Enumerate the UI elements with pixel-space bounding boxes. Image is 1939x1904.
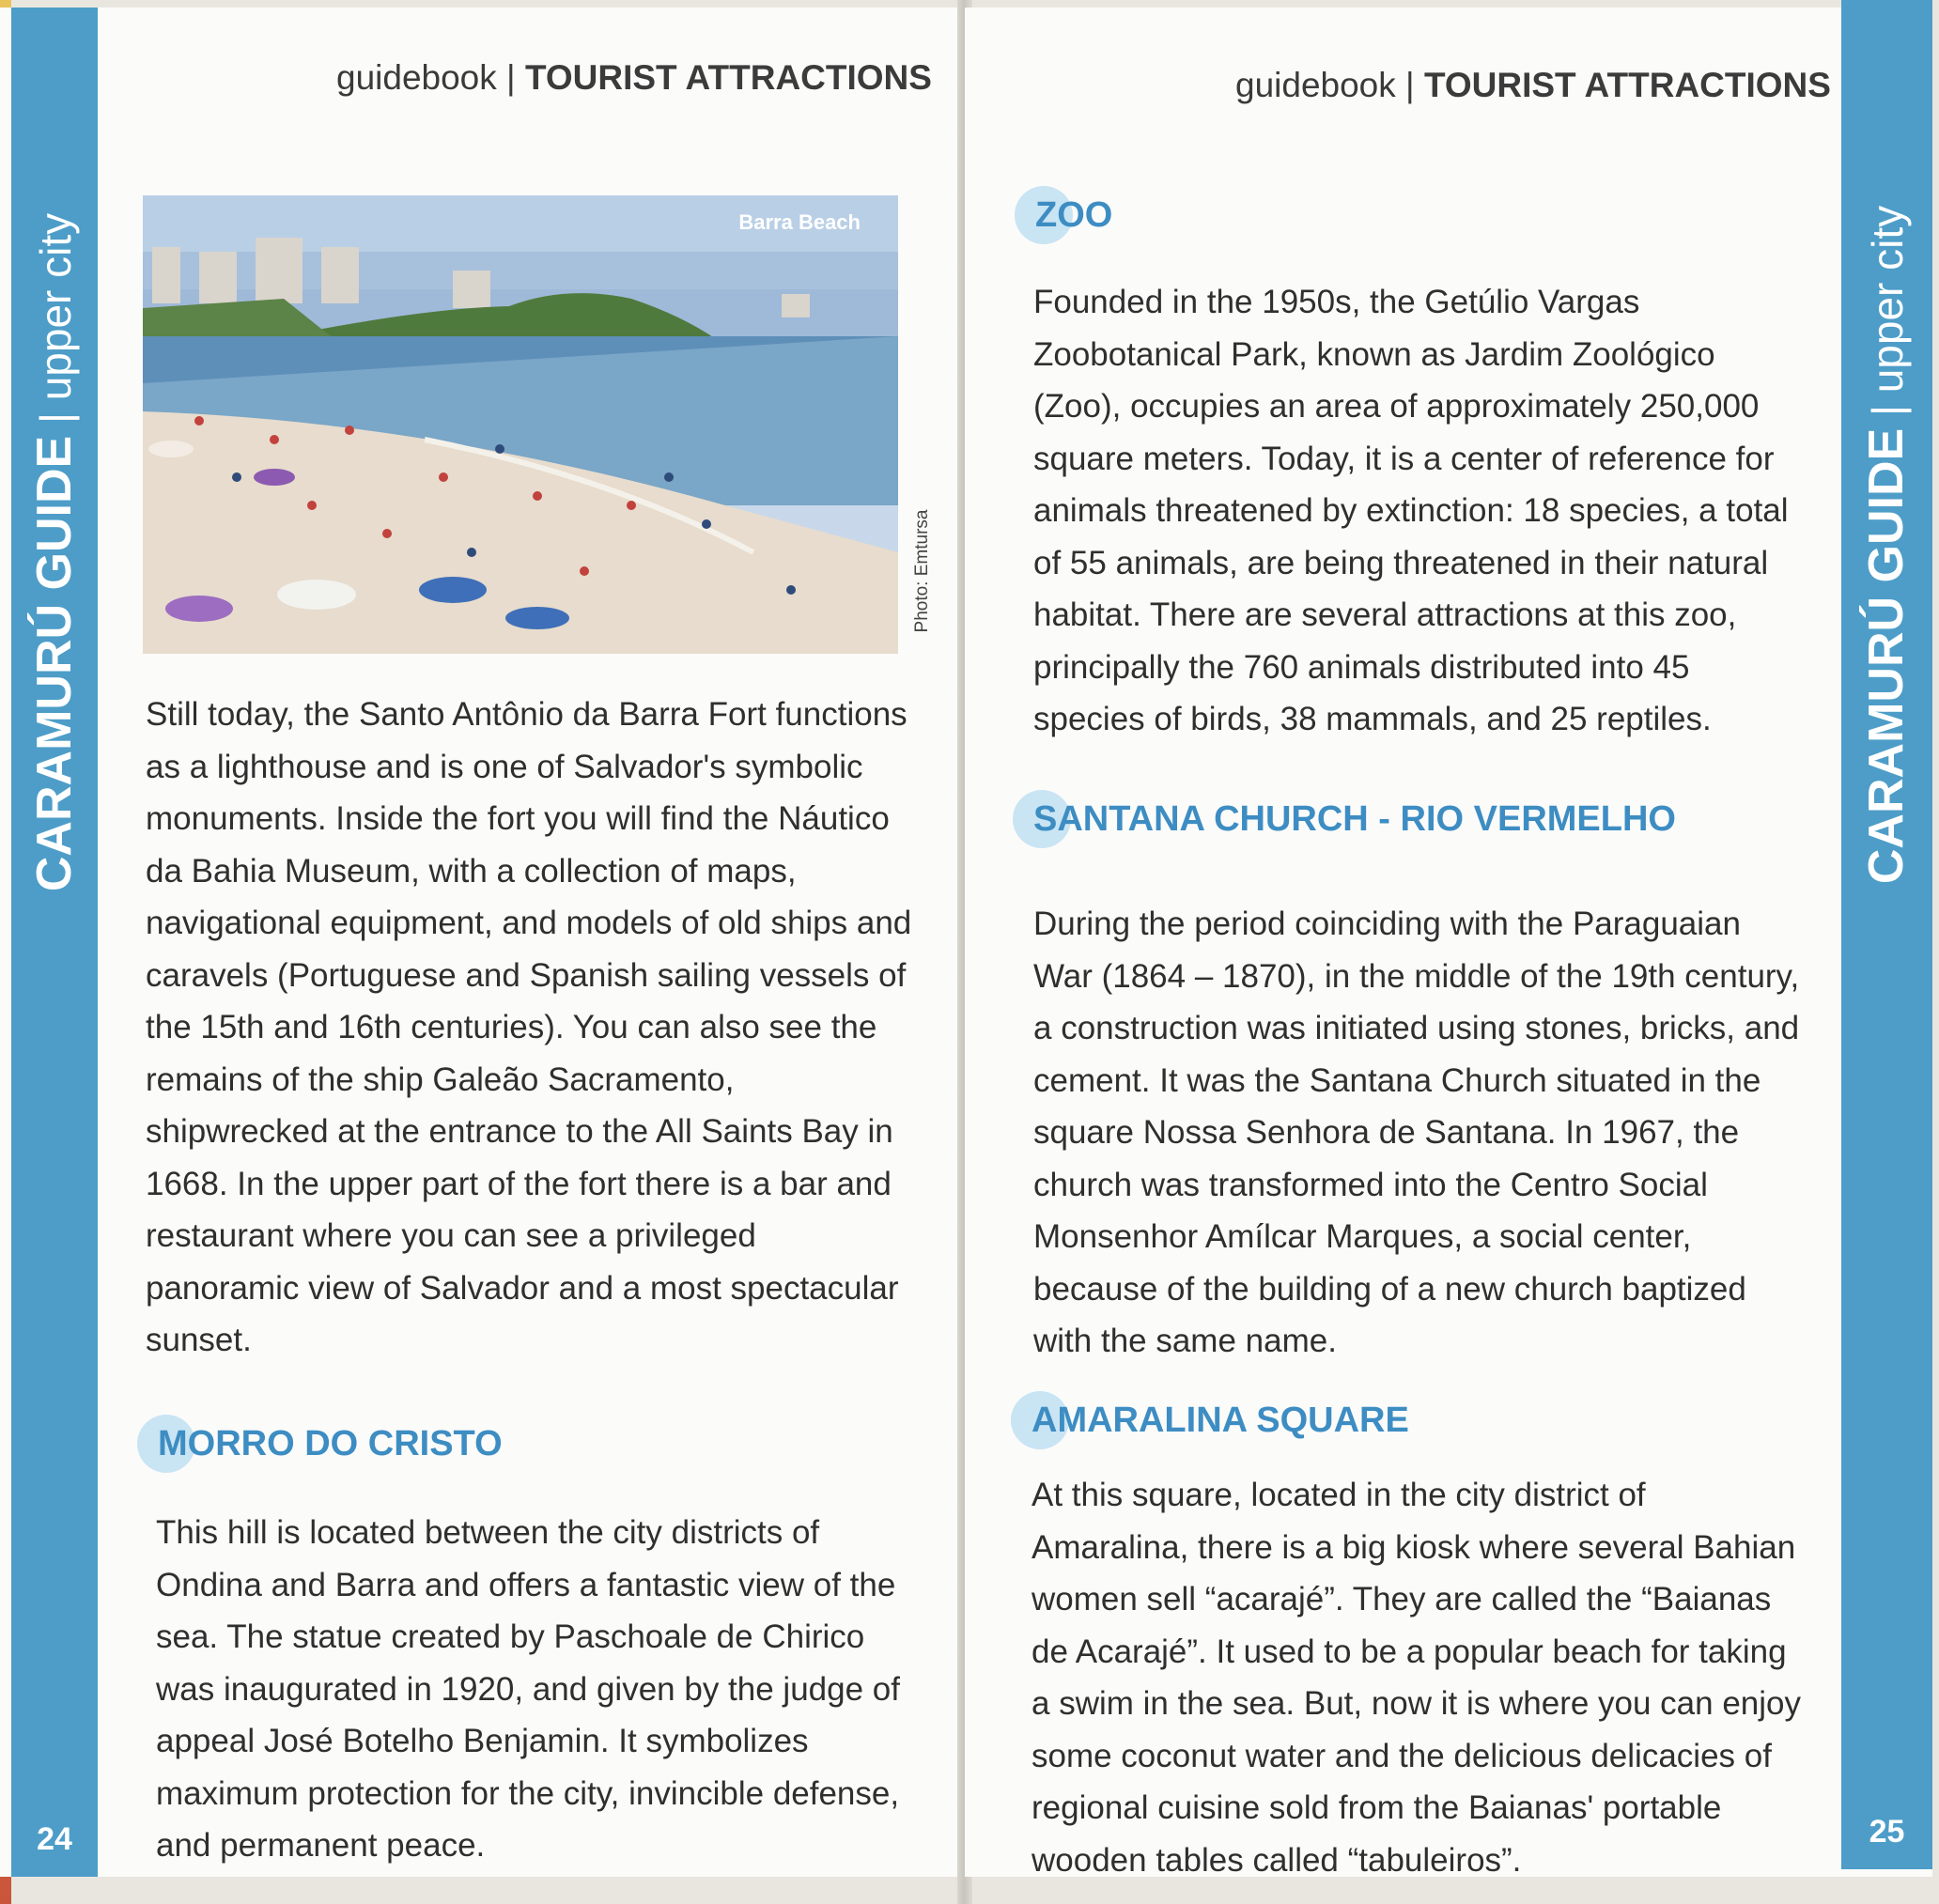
text-line: Amaralina, there is a big kiosk where several Bahian bbox=[1032, 1528, 1796, 1566]
text-line: wooden tables called “tabuleiros”. bbox=[1032, 1841, 1522, 1877]
text-line: War (1864 – 1870), in the middle of the 19th century, bbox=[1033, 957, 1800, 995]
right-band-title: CARAMURÚ GUIDE | upper city bbox=[1859, 205, 1914, 885]
photo-caption: Barra Beach bbox=[738, 210, 861, 234]
text-line: square meters. Today, it is a center of reference for bbox=[1033, 440, 1775, 477]
text-line: species of birds, 38 mammals, and 25 reptiles. bbox=[1033, 701, 1712, 737]
left-page-number: 24 bbox=[37, 1821, 72, 1857]
text-line: appeal José Botelho Benjamin. It symbolizes bbox=[156, 1723, 809, 1759]
section-heading-zoo: ZOO bbox=[1035, 195, 1112, 236]
text-line: some coconut water and the delicious delicacies of bbox=[1032, 1737, 1772, 1774]
text-line: panoramic view of Salvador and a most spectacular bbox=[146, 1269, 899, 1307]
section-heading-santana-church: SANTANA CHURCH - RIO VERMELHO bbox=[1033, 799, 1676, 840]
santana-church-text bbox=[1033, 898, 1841, 1368]
text-line: Ondina and Barra and offers a fantastic view of the bbox=[156, 1566, 896, 1603]
text-line: restaurant where you can see a privileged bbox=[146, 1217, 756, 1254]
text-line: At this square, located in the city district of bbox=[1032, 1477, 1646, 1513]
beach-illustration bbox=[143, 195, 898, 654]
right-page bbox=[965, 8, 1932, 1877]
text-line: (Zoo), occupies an area of approximately 250,000 bbox=[1033, 388, 1760, 425]
text-line: maximum protection for the city, invincible defense, bbox=[156, 1774, 900, 1812]
text-line: animals threatened by extinction: 18 species, a total bbox=[1033, 492, 1789, 529]
text-line: principally the 760 animals distributed into 45 bbox=[1033, 648, 1690, 686]
right-page-number: 25 bbox=[1869, 1814, 1905, 1850]
text-line: with the same name. bbox=[1033, 1323, 1337, 1359]
text-line: 1668. In the upper part of the fort there is a bar and bbox=[146, 1165, 892, 1202]
section-heading-morro-do-cristo: MORRO DO CRISTO bbox=[158, 1424, 503, 1464]
text-line: regional cuisine sold from the Baianas' portable bbox=[1032, 1789, 1722, 1826]
text-line: Founded in the 1950s, the Getúlio Vargas bbox=[1033, 284, 1640, 320]
text-line: women sell “acarajé”. They are called the “Baianas bbox=[1032, 1581, 1772, 1618]
text-line: church was transformed into the Centro Social bbox=[1033, 1166, 1708, 1203]
text-line: This hill is located between the city districts of bbox=[156, 1514, 820, 1551]
text-line: shipwrecked at the entrance to the All Saints Bay in bbox=[146, 1113, 893, 1150]
text-line: navigational equipment, and models of old ships and bbox=[146, 905, 912, 941]
text-line: of 55 animals, are being threatened in their natural bbox=[1033, 544, 1769, 581]
section-heading-amaralina-square: AMARALINA SQUARE bbox=[1032, 1401, 1409, 1441]
right-page-header: guidebook | TOURIST ATTRACTIONS bbox=[1235, 66, 1831, 104]
fort-description bbox=[146, 689, 916, 1367]
text-line: monuments. Inside the fort you will find the Náutico bbox=[146, 800, 890, 837]
text-line: a swim in the sea. But, now it is where you can enjoy bbox=[1032, 1685, 1802, 1722]
text-line: da Bahia Museum, with a collection of maps, bbox=[146, 852, 797, 890]
text-line: cement. It was the Santana Church situated in the bbox=[1033, 1061, 1761, 1099]
text-line: square Nossa Senhora de Santana. In 1967, the bbox=[1033, 1114, 1740, 1151]
text-line: a construction was initiated using stones, bricks, and bbox=[1033, 1010, 1800, 1046]
text-line: remains of the ship Galeão Sacramento, bbox=[146, 1060, 735, 1098]
left-page-header: guidebook | TOURIST ATTRACTIONS bbox=[336, 58, 932, 97]
text-line: During the period coinciding with the Paraguaian bbox=[1033, 906, 1741, 942]
text-line: Zoobotanical Park, known as Jardim Zoológico bbox=[1033, 335, 1715, 373]
right-side-band bbox=[1841, 0, 1932, 1869]
text-line: because of the building of a new church baptized bbox=[1033, 1270, 1746, 1308]
text-line: sunset. bbox=[146, 1322, 252, 1358]
text-line: habitat. There are several attractions at this zoo, bbox=[1033, 596, 1737, 633]
text-line: Still today, the Santo Antônio da Barra Fort functions bbox=[146, 696, 907, 733]
text-line: as a lighthouse and is one of Salvador's symbolic bbox=[146, 748, 863, 785]
text-line: was inaugurated in 1920, and given by the judge of bbox=[156, 1670, 900, 1708]
amaralina-square-text bbox=[1032, 1469, 1839, 1877]
photo-credit: Photo: Emtursa bbox=[912, 509, 932, 633]
barra-beach-photo bbox=[143, 195, 898, 654]
left-band-title: CARAMURÚ GUIDE | upper city bbox=[27, 212, 82, 892]
text-line: Monsenhor Amílcar Marques, a social center, bbox=[1033, 1218, 1692, 1255]
left-side-band bbox=[11, 8, 98, 1877]
zoo-text bbox=[1033, 276, 1841, 746]
text-line: caravels (Portuguese and Spanish sailing vessels of bbox=[146, 956, 907, 994]
left-page bbox=[0, 8, 961, 1877]
morro-do-cristo-text bbox=[156, 1507, 926, 1872]
text-line: sea. The statue created by Paschoale de Chirico bbox=[156, 1618, 865, 1655]
text-line: de Acarajé”. It used to be a popular beach for taking bbox=[1032, 1633, 1787, 1670]
text-line: and permanent peace. bbox=[156, 1827, 486, 1864]
text-line: the 15th and 16th centuries). You can also see the bbox=[146, 1009, 877, 1045]
